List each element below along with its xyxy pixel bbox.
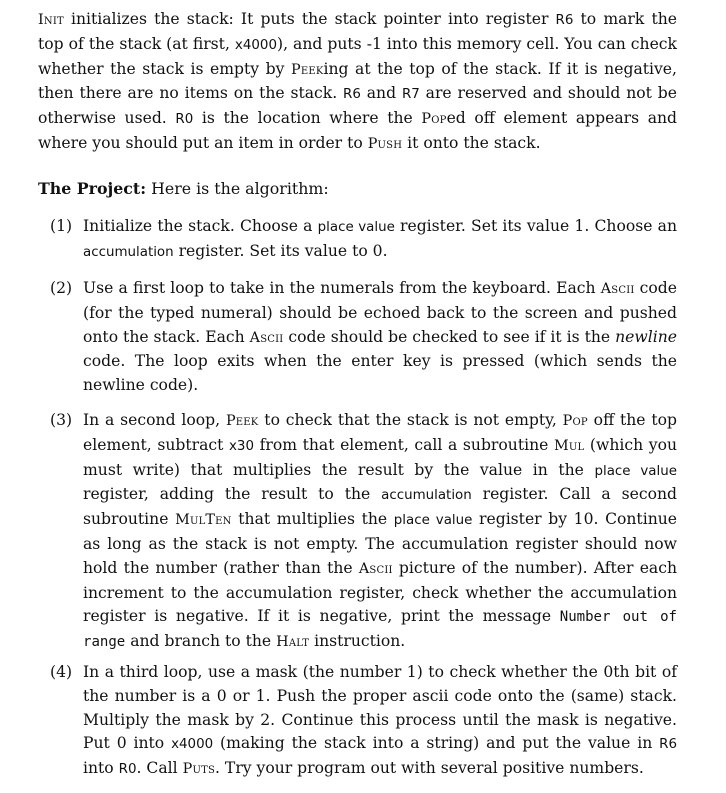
step-text: register. Call a second subroutine — [83, 485, 677, 529]
pop-keyword: Pop — [562, 413, 588, 429]
step-number: (2) — [50, 279, 73, 297]
step-text: instruction. — [309, 632, 406, 651]
step-text: register by 10. Continue as long as the stack is not empty. The accumulation register should now hold the number (rather than the — [83, 510, 678, 577]
step-text: and branch to the — [125, 632, 277, 651]
step-text: Initialize the stack. Choose a — [83, 217, 318, 235]
address-x4000: x4000 — [171, 737, 214, 753]
step-1 — [50, 215, 677, 265]
step-2 — [50, 277, 677, 398]
place-value-term: place value — [393, 513, 473, 529]
step-text: register. Set its value 1. Choose an — [394, 217, 678, 235]
pop-keyword: Pop — [421, 111, 447, 128]
intro-text: are reserved and should not be otherwise used. — [38, 84, 677, 128]
step-body — [83, 409, 677, 655]
step-text: that multiplies the — [231, 510, 394, 529]
step-text: . Call — [136, 759, 183, 778]
register-r6: R6 — [659, 737, 677, 753]
step-text: into — [83, 759, 119, 778]
init-keyword: Init — [38, 12, 64, 28]
peek-keyword: Peek — [225, 413, 259, 429]
intro-paragraph — [38, 8, 677, 157]
step-number: (3) — [50, 411, 73, 429]
step-4 — [50, 661, 677, 782]
ascii-keyword: Ascii — [358, 560, 393, 577]
step-body — [83, 661, 677, 782]
error-message: Number out of range — [83, 609, 677, 651]
accumulation-term: accumulation — [83, 244, 174, 260]
step-number: (4) — [50, 663, 73, 681]
step-text: In a third loop, use a mask (the number 1) to check whether the 0th bit of the number is a 0 or 1. Push the proper ascii code onto the (same) stack. Multiply the mask by 2. Continue this process until the mask is negative. Put 0 into — [83, 663, 677, 753]
step-text: (which you must write) that multiplies the result by the value in the — [83, 435, 677, 479]
step-3 — [50, 409, 677, 655]
halt-keyword: Halt — [276, 634, 310, 651]
puts-keyword: Puts — [182, 761, 215, 778]
place-value-term: place value — [317, 220, 395, 235]
register-r0: R0 — [175, 112, 194, 128]
ascii-keyword: Ascii — [600, 281, 635, 297]
push-keyword: Push — [367, 135, 403, 152]
step-text: picture of the number). After each increment to the accumulation register, check whether the accumulation register is negative. If it is negative, print the message — [83, 558, 677, 626]
register-r6: R6 — [343, 87, 361, 103]
register-r6: R6 — [555, 13, 574, 28]
step-text: In a second loop, — [83, 411, 226, 429]
intro-text: to mark the top of the stack (at first, — [38, 10, 677, 53]
step-text: register, adding the result to the — [83, 485, 382, 504]
project-heading — [38, 177, 329, 201]
step-text: register. Set its value to 0. — [173, 241, 388, 260]
step-text: code should be checked to see if it is the — [283, 327, 616, 346]
intro-text: ), and puts -1 into this memory cell. You can check whether the stack is empty by — [38, 34, 677, 78]
mul-keyword: Mul — [553, 437, 585, 454]
step-text: (making the stack into a string) and put the value in — [213, 734, 660, 753]
step-text: to check that the stack is not empty, — [258, 411, 563, 429]
address-x4000: x4000 — [234, 37, 277, 53]
multen-keyword: MulTen — [175, 512, 232, 529]
step-body — [83, 277, 677, 398]
step-text: . Try your program out with several positive numbers. — [215, 759, 644, 778]
step-body — [83, 215, 677, 265]
intro-text: ing at the top of the stack. If it is negative, then there are no items on the stack. — [38, 59, 677, 103]
step-text: code. The loop exits when the enter key is pressed (which sends the newline code). — [83, 352, 677, 395]
intro-text: is the location where the — [193, 109, 422, 128]
register-r0: R0 — [118, 762, 137, 778]
ascii-keyword: Ascii — [249, 329, 284, 346]
intro-text: it onto the stack. — [402, 133, 541, 152]
intro-text: and — [360, 84, 402, 103]
step-text: Use a first loop to take in the numerals from the keyboard. Each — [83, 279, 601, 297]
accumulation-term: accumulation — [381, 488, 472, 504]
intro-text: initializes the stack: It puts the stack pointer into register — [63, 10, 556, 28]
project-label: The Project: — [38, 179, 147, 198]
register-r7: R7 — [401, 87, 420, 103]
project-text: Here is the algorithm: — [146, 179, 329, 198]
step-text: from that element, call a subroutine — [253, 435, 554, 454]
peek-keyword: Peek — [290, 61, 324, 78]
step-text: off the top element, subtract — [83, 411, 677, 454]
hex-x30: x30 — [228, 438, 254, 454]
step-text: code (for the typed numeral) should be echoed back to the screen and pushed onto the stack. Each — [83, 279, 677, 346]
step-number: (1) — [50, 217, 73, 235]
newline-term: newline — [615, 327, 677, 346]
intro-text: ed off element appears and where you should put an item in order to — [38, 109, 678, 152]
place-value-term: place value — [594, 463, 677, 479]
